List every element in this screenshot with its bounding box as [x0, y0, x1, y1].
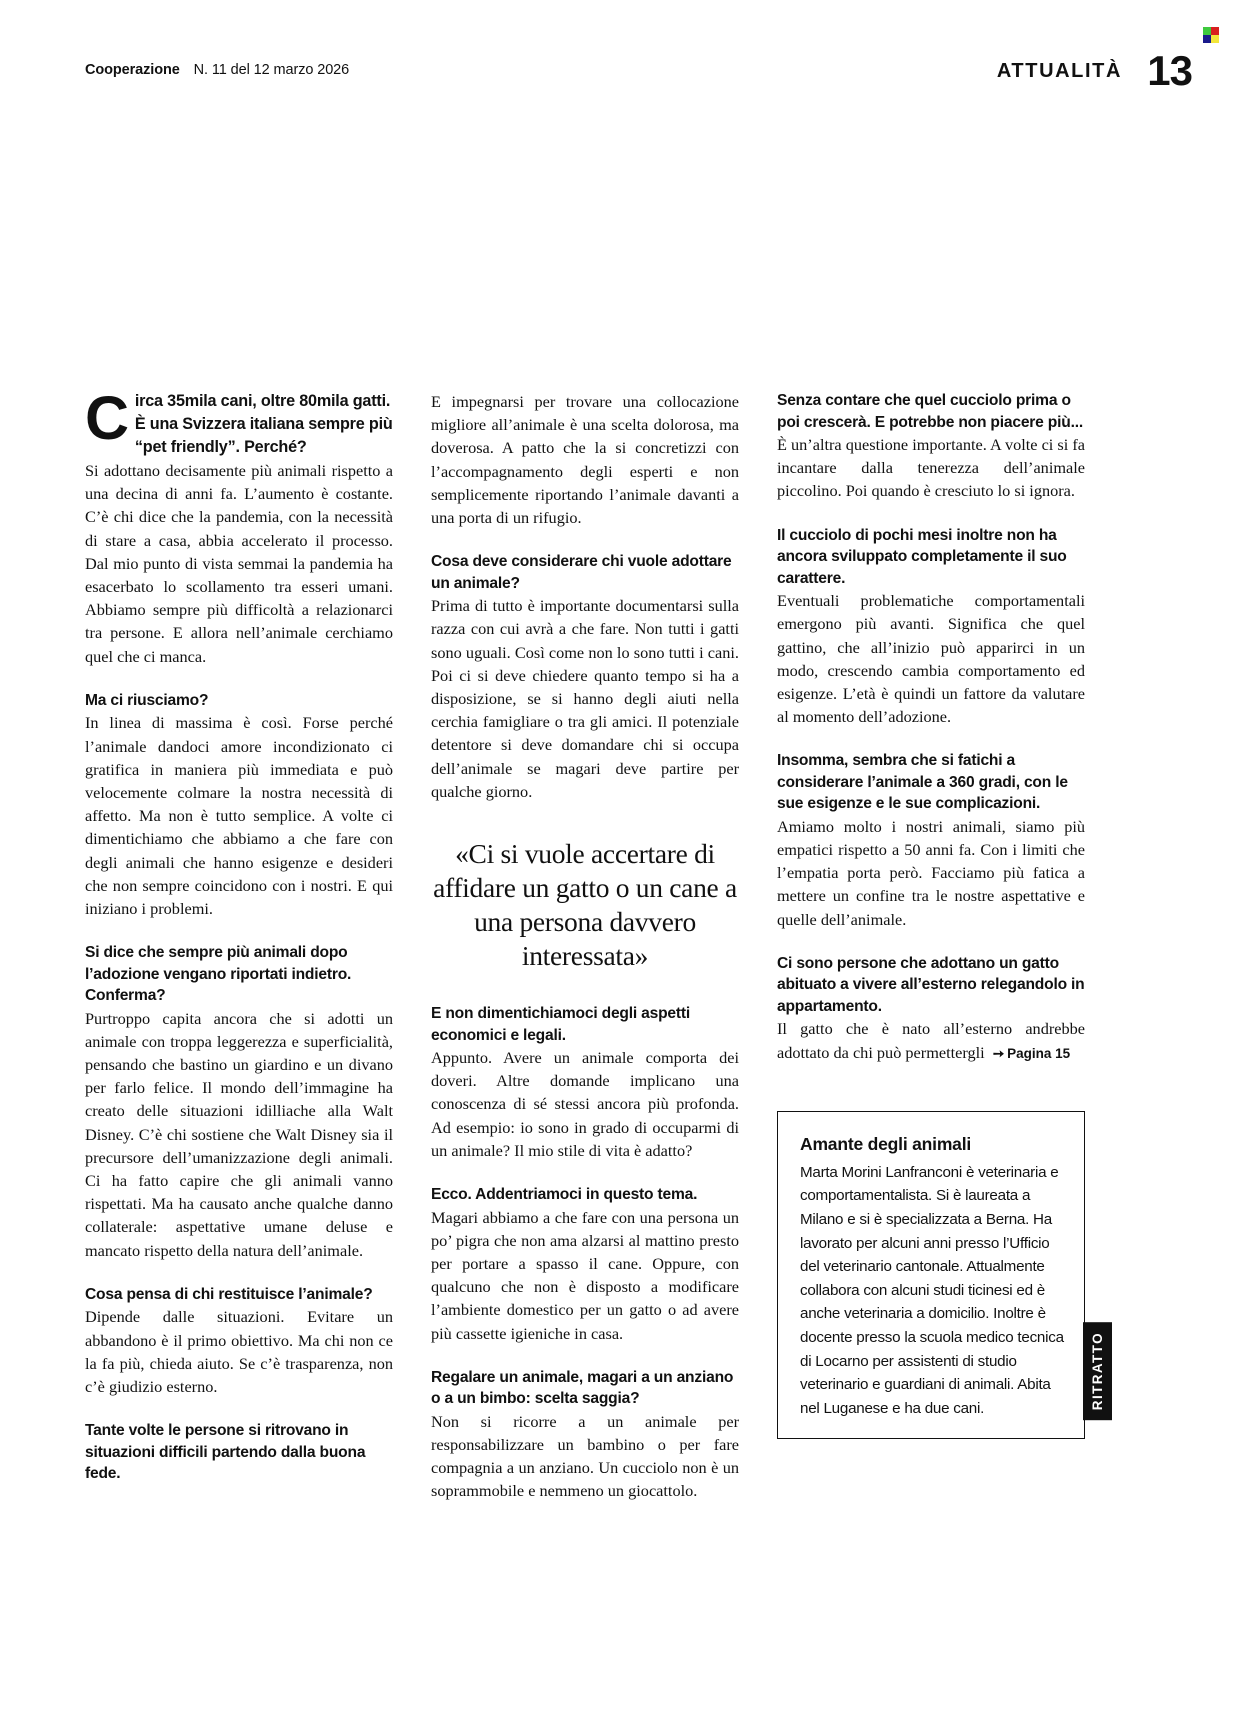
pull-quote: «Ci si vuole accertare di affidare un gatto o un cane a una persona davvero interessata»: [433, 838, 737, 972]
profile-box-body: Marta Morini Lanfranconi è veterinaria e comportamentalista. Si è laureata a Milano e si è specializzata a Berna. Ha lavorato per alcuni anni presso l’Ufficio del veterinario cantonale. Attualmente collabora con alcuni studi ticinesi ed è anche veterinaria a domicilio. Inoltre è docente presso la scuola medico tecnica di Locarno per assistenti di studio veterinario e guardiani di animali. Abita nel Luganese e ha due cani.: [800, 1163, 1064, 1417]
question-heading: E non dimentichiamoci degli aspetti economici e legali.: [431, 1005, 690, 1044]
profile-box-tab: RITRATTO: [1083, 1322, 1112, 1420]
paragraph: Si adottano decisamente più animali rispetto a una decina di anni fa. L’aumento è costante. C’è chi dice che la pandemia, con la necessità di stare a casa, abbia accelerato il processo. Dal mio punto di vista semmai la pandemia ha esacerbato lo scollamento tra esseri umani. Abbiamo sempre più difficoltà a relazionarci tra persone. E allora nell’animale cerchiamo quel che ci manca.: [85, 461, 393, 666]
question-heading: Ci sono persone che adottano un gatto abituato a vivere all’esterno relegandolo in appartamento.: [777, 954, 1085, 1015]
paragraph: Magari abbiamo a che fare con una persona un po’ pigra che non ama alzarsi al mattino presto per portare a spasso il cane. Oppure, con qualcuno che non è disposto a modificare l’ambiente domestico per un gatto o ad avere più cassette igieniche in casa.: [431, 1207, 739, 1343]
lead-paragraph: [85, 384, 393, 459]
question-heading: Senza contare che quel cucciolo prima o poi crescerà. E potrebbe non piacere più...: [777, 392, 1083, 431]
question-heading: Ma ci riusciamo?: [85, 691, 209, 709]
paragraph-with-jump: [777, 1017, 1085, 1064]
issue-info: N. 11 del 12 marzo 2026: [193, 62, 350, 78]
question-heading: Si dice che sempre più animali dopo l’adozione vengano riportati indietro. Conferma?: [85, 944, 352, 1005]
continuation-link[interactable]: [993, 1046, 1070, 1061]
paragraph: Eventuali problematiche comportamentali emergono più avanti. Significa che quel gattino, che all’inizio può apparirci in un modo, crescendo cambia comportamento ed esigenze. L’età è quindi un fattore da valutare al momento dell’adozione.: [777, 591, 1085, 727]
question-heading: Cosa deve considerare chi vuole adottare un animale?: [431, 553, 732, 592]
section-title: ATTUALITÀ: [996, 60, 1122, 82]
publication-brand: Cooperazione: [85, 62, 180, 78]
question-heading: Tante volte le persone si ritrovano in situazioni difficili partendo dalla buona fede.: [85, 1422, 366, 1483]
paragraph: Appunto. Avere un animale comporta dei doveri. Altre domande implicano una conoscenza di sé stessi ancora più profonda. Ad esempio: io sono in grado di occuparmi di un animale? Il mio stile di vita è adatto?: [431, 1048, 739, 1160]
continuation-label: Pagina 15: [1007, 1045, 1071, 1061]
reg-swatch-red: [1211, 27, 1219, 35]
reg-swatch-green: [1203, 27, 1211, 35]
column-2: [431, 390, 739, 1503]
paragraph: Dipende dalle situazioni. Evitare un abbandono è il primo obiettivo. Ma chi non ce la fa più, chieda aiuto. Se c’è trasparenza, non c’è giudizio esterno.: [85, 1307, 393, 1396]
article-columns: [85, 384, 1105, 1503]
column-1: [85, 384, 393, 1503]
paragraph: E impegnarsi per trovare una collocazione migliore all’animale è una scelta dolorosa, ma doverosa. A patto che la si concretizzi con l’accompagnamento degli esperti e non semplicemente riportando l’animale davanti a una porta di un rifugio.: [431, 392, 739, 528]
question-heading: Regalare un animale, magari a un anziano o a un bimbo: scelta saggia?: [431, 1368, 734, 1408]
profile-box: [777, 1111, 1105, 1440]
paragraph: È un’altra questione importante. A volte ci si fa incantare dalla tenerezza dell’animale piccolino. Poi quando è cresciuto lo si ignora.: [777, 435, 1085, 501]
question-heading: Cosa pensa di chi restituisce l’animale?: [85, 1285, 373, 1303]
question-heading: Insomma, sembra che si fatichi a considerare l’animale a 360 gradi, con le sue esigenze e le sue complicazioni.: [777, 752, 1068, 813]
drop-cap: C: [85, 384, 129, 452]
arrow-right-icon: ➙: [992, 1045, 1005, 1061]
profile-box-title: Amante degli animali: [800, 1133, 972, 1154]
paragraph: Purtroppo capita ancora che si adotti un animale con troppa leggerezza e superficialità, pensando che bastino un giardino e un divano per farlo felice. Il mondo dell’immagine ha creato delle situazioni idilliache alla Walt Disney. C’è chi sostiene che Walt Disney sia il precursore dell’umanizzazione degli animali. Ci ha fatto capire che gli animali vanno rispettati. Ma ha causato anche qualche danno collaterale: aspettative umane deluse e mancato rispetto della natura dell’animale.: [85, 1008, 393, 1260]
question-heading: Il cucciolo di pochi mesi inoltre non ha ancora sviluppato completamente il suo carattere.: [777, 526, 1067, 587]
masthead: [85, 62, 349, 78]
paragraph-text: Il gatto che è nato all’esterno andrebbe adottato da chi può permettergli: [777, 1019, 1085, 1062]
question-heading: Ecco. Addentriamoci in questo tema.: [431, 1186, 698, 1204]
reg-swatch-blue: [1203, 35, 1211, 43]
paragraph: Prima di tutto è importante documentarsi sulla razza con cui avrà a che fare. Non tutti i gatti sono uguali. Così come non lo sono tutti i cani. Poi ci si deve chiedere quanto tempo si ha a disposizione, se si hanno degli aiuti nella cerchia famigliare o tra gli amici. Il potenziale detentore si deve domandare chi si occupa dell’animale se magari deve partire per qualche giorno.: [431, 596, 739, 801]
paragraph: Non si ricorre a un animale per responsabilizzare un bambino o per fare compagnia a un anziano. Un cucciolo non è un soprammobile e nemmeno un giocattolo.: [431, 1411, 739, 1501]
paragraph: Amiamo molto i nostri animali, siamo più empatici rispetto a 50 anni fa. Con i limiti che l’empatia porta però. Facciamo più fatica a mettere un confine tra le nostre aspettative e quelle dell’animale.: [777, 816, 1085, 929]
paragraph: In linea di massima è così. Forse perché l’animale dandoci amore incondizionato ci gratifica in maniera più immediata e può velocemente colmare la nostra necessità di affetto. Ma non è tutto semplice. A volte ci dimentichiamo che abbiamo a che fare con degli animali che hanno esigenze e desideri che non sempre coincidono con i nostri. E qui iniziano i problemi.: [85, 713, 393, 918]
column-3: [777, 390, 1105, 1503]
lead-text: irca 35mila cani, oltre 80mila gatti. È una Svizzera italiana sempre più “pet friendly”. Perché?: [134, 392, 393, 456]
registration-mark-icon: [1203, 27, 1219, 43]
reg-swatch-yellow: [1211, 35, 1219, 43]
page-number: 13: [1147, 47, 1192, 94]
